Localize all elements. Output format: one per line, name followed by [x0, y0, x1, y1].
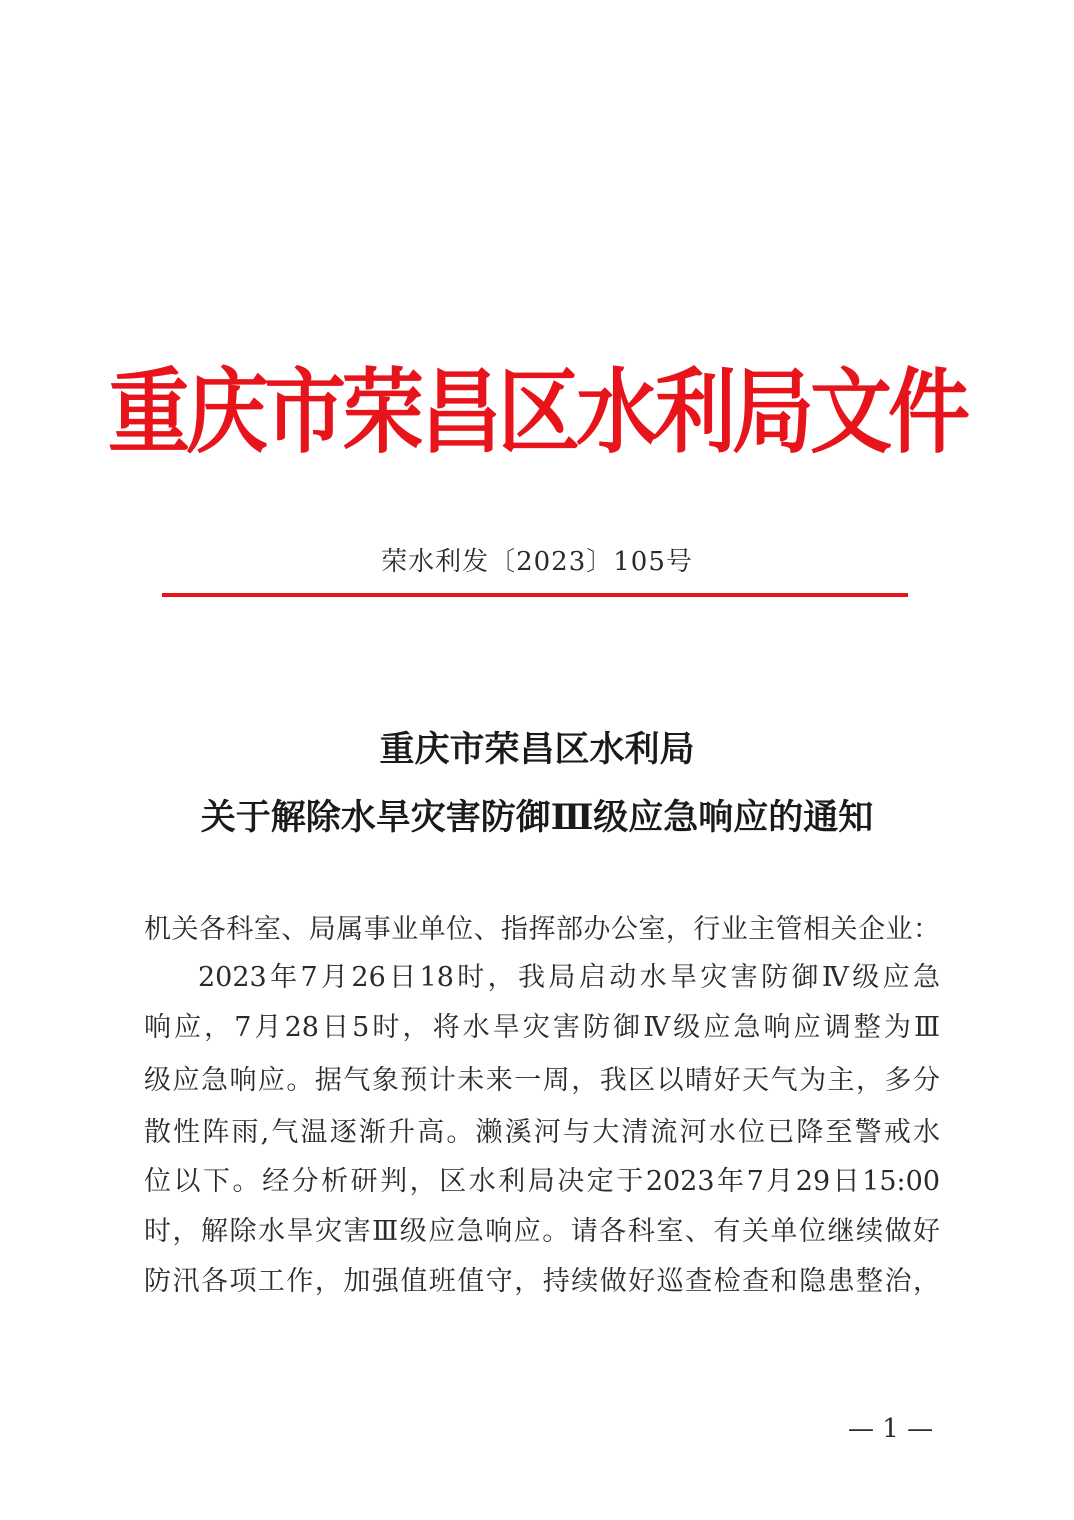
salutation: 机关各科室、局属事业单位、指挥部办公室，行业主管相关企业： — [144, 914, 940, 945]
notice-title-line-2: 关于解除水旱灾害防御Ⅲ级应急响应的通知 — [200, 797, 874, 838]
body-line: 时，解除水旱灾害Ⅲ级应急响应。请各科室、有关单位继续做好 — [144, 1216, 940, 1247]
body-line: 位以下。经分析研判，区水利局决定于2023年7月29日15:00 — [144, 1166, 940, 1197]
body-line: 响应，7月28日5时，将水旱灾害防御Ⅳ级应急响应调整为Ⅲ — [144, 1012, 940, 1043]
body-line: 2023年7月26日18时，我局启动水旱灾害防御Ⅳ级应急 — [198, 962, 940, 993]
document-number: 荣水利发〔2023〕105号 — [381, 547, 693, 577]
notice-title-line-1: 重庆市荣昌区水利局 — [379, 729, 695, 770]
body-line: 散性阵雨,气温逐渐升高。濑溪河与大清流河水位已降至警戒水 — [144, 1117, 940, 1148]
body-line: 防汛各项工作，加强值班值守，持续做好巡查检查和隐患整治， — [144, 1266, 940, 1297]
page-number: — 1 — — [848, 1414, 934, 1444]
red-separator-line — [162, 593, 908, 597]
body-line: 级应急响应。据气象预计未来一周，我区以晴好天气为主，多分 — [144, 1065, 940, 1096]
masthead-title: 重庆市荣昌区水利局文件 — [107, 359, 966, 467]
